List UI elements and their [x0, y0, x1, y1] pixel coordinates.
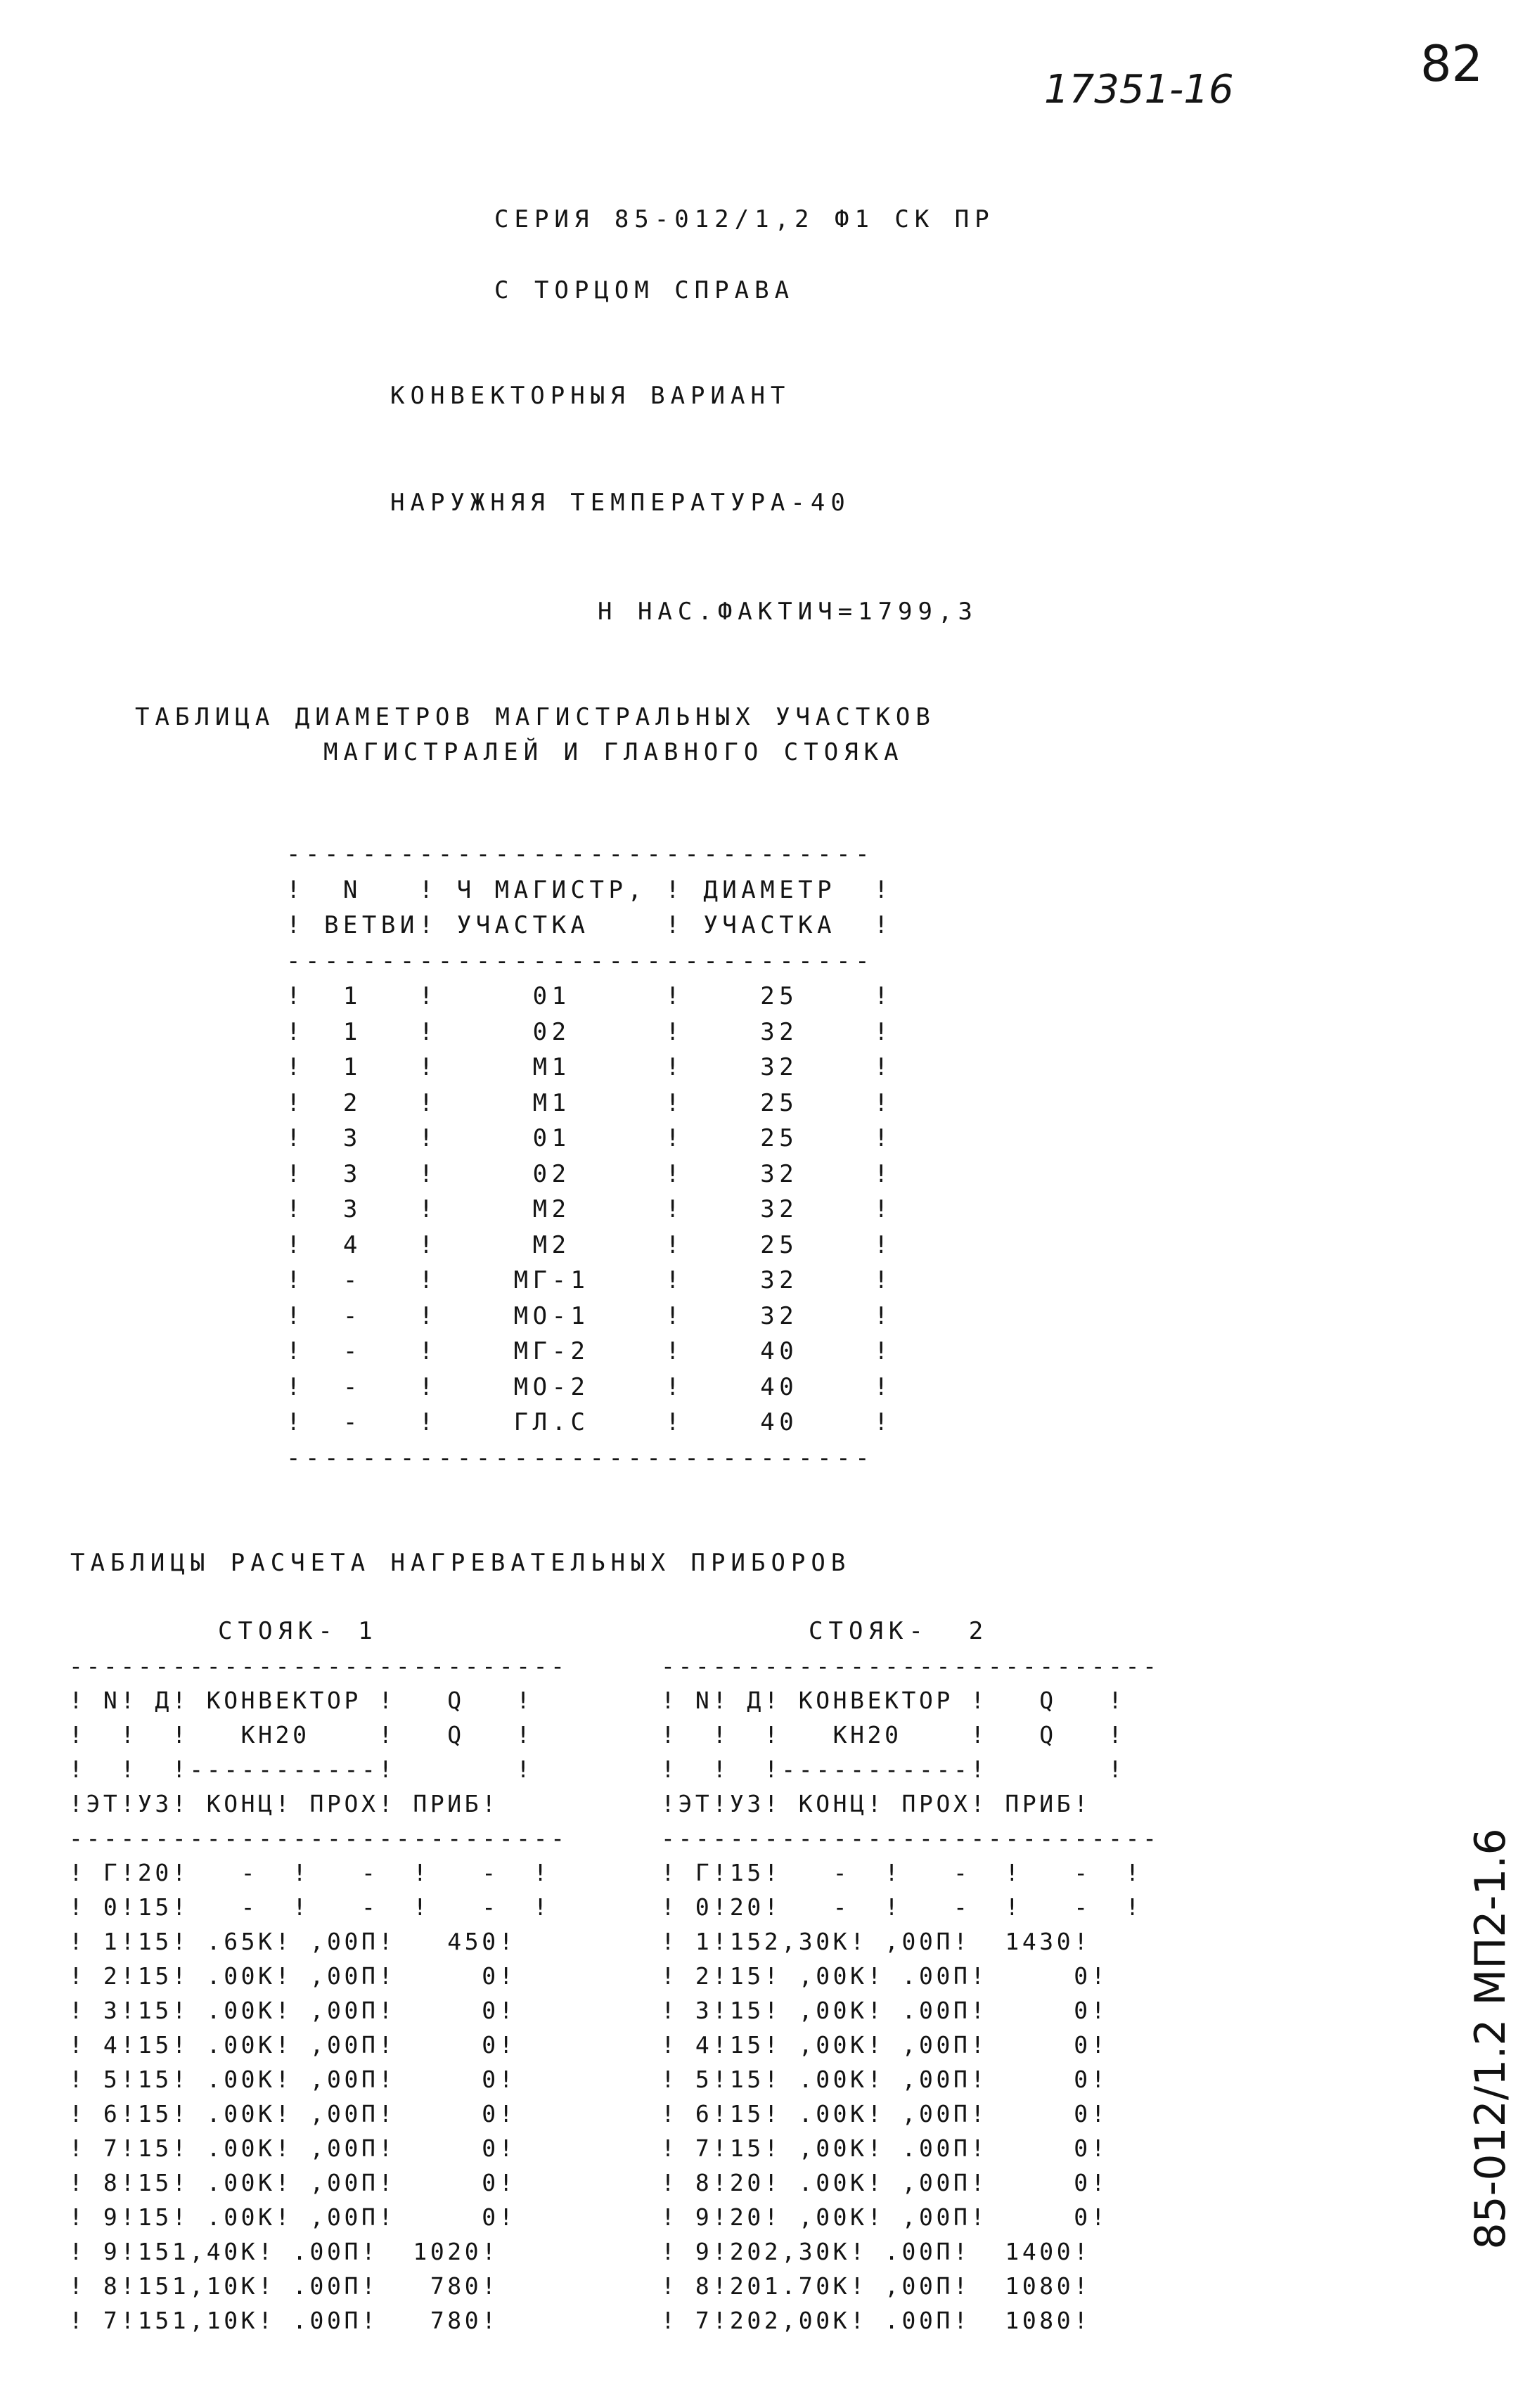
- table-row: ! 2 ! М1 ! 25 !: [286, 1088, 894, 1117]
- table-row: ! 7!15! ,00К! .00П! 0!: [661, 2135, 1109, 2162]
- table-row: ! 3 ! 02 ! 32 !: [286, 1159, 894, 1188]
- table-row: ! 9!151,40К! .00П! 1020!: [69, 2238, 499, 2265]
- riser2-table: [661, 1649, 1160, 2338]
- table-row: ! 7!151,10К! .00П! 780!: [69, 2307, 499, 2334]
- table-rule: -----------------------------: [69, 1652, 568, 1680]
- table-row: ! 3 ! 01 ! 25 !: [286, 1124, 894, 1152]
- table-rule: -------------------------------: [286, 1443, 875, 1472]
- table-row: ! - ! ГЛ.С ! 40 !: [286, 1408, 894, 1436]
- table-row: ! 4!15! ,00К! ,00П! 0!: [661, 2031, 1109, 2059]
- table-row: ! 2!15! .00К! ,00П! 0!: [69, 1962, 517, 1990]
- saturation-height-line: Н НАС.ФАКТИЧ=1799,3: [598, 598, 978, 626]
- table-row: ! 4!15! .00К! ,00П! 0!: [69, 2031, 517, 2059]
- table-row: ! ! !-----------! !: [661, 1756, 1126, 1783]
- table-row: !ЭТ!УЗ! КОНЦ! ПРОХ! ПРИБ!: [69, 1790, 499, 1817]
- table-rule: -------------------------------: [286, 840, 875, 868]
- table-row: ! 5!15! .00К! ,00П! 0!: [661, 2066, 1109, 2093]
- table-row: ! 8!201.70К! ,00П! 1080!: [661, 2272, 1091, 2300]
- side-stamp: 85-012/1.2 МП2-1.6: [1466, 1828, 1515, 2250]
- table-rule: -------------------------------: [286, 946, 875, 975]
- diameter-table-title-line2: МАГИСТРАЛЕЙ И ГЛАВНОГО СТОЯКА: [323, 738, 904, 766]
- end-orientation-line: С ТОРЦОМ СПРАВА: [494, 276, 795, 304]
- document-number: 17351-16: [1044, 67, 1234, 112]
- table-row: ! 6!15! .00К! ,00П! 0!: [661, 2100, 1109, 2127]
- table-row: ! 3!15! ,00К! .00П! 0!: [661, 1997, 1109, 2024]
- table-row: ! 8!15! .00К! ,00П! 0!: [69, 2169, 517, 2196]
- table-row: ! 9!202,30К! .00П! 1400!: [661, 2238, 1091, 2265]
- table-row: ! ! ! КН20 ! Q !: [69, 1721, 534, 1749]
- table-rule: -----------------------------: [661, 1824, 1160, 1852]
- table-row: ! - ! МО-2 ! 40 !: [286, 1372, 894, 1401]
- table-row: ! 1 ! М1 ! 32 !: [286, 1053, 894, 1081]
- table-row: ! N ! Ч МАГИСТР, ! ДИАМЕТР !: [286, 875, 894, 904]
- table-rule: -----------------------------: [69, 1824, 568, 1852]
- riser2-title: СТОЯК- 2: [809, 1617, 989, 1645]
- diameter-table-title-line1: ТАБЛИЦА ДИАМЕТРОВ МАГИСТРАЛЬНЫХ УЧАСТКОВ: [135, 703, 936, 731]
- riser1-table: [69, 1649, 568, 2338]
- table-row: ! - ! МГ-2 ! 40 !: [286, 1337, 894, 1365]
- table-row: ! 2!15! ,00К! .00П! 0!: [661, 1962, 1109, 1990]
- table-row: ! N! Д! КОНВЕКТОР ! Q !: [69, 1687, 534, 1714]
- table-rule: -----------------------------: [661, 1652, 1160, 1680]
- table-row: ! ! ! КН20 ! Q !: [661, 1721, 1126, 1749]
- table-row: ! 0!15! - ! - ! - !: [69, 1893, 551, 1921]
- riser1-title: СТОЯК- 1: [218, 1617, 378, 1645]
- table-row: ! 6!15! .00К! ,00П! 0!: [69, 2100, 517, 2127]
- table-row: ! - ! МО-1 ! 32 !: [286, 1301, 894, 1330]
- table-row: ! 1 ! 01 ! 25 !: [286, 982, 894, 1010]
- table-row: ! 4 ! М2 ! 25 !: [286, 1230, 894, 1259]
- series-line: СЕРИЯ 85-012/1,2 Ф1 СК ПР: [494, 205, 995, 233]
- variant-line: КОНВЕКТОРНЫЯ ВАРИАНТ: [390, 382, 791, 410]
- table-row: ! 7!15! .00К! ,00П! 0!: [69, 2135, 517, 2162]
- table-row: ! 1!152,30К! ,00П! 1430!: [661, 1928, 1091, 1955]
- page-number: 82: [1420, 35, 1484, 93]
- table-row: ! 7!202,00К! .00П! 1080!: [661, 2307, 1091, 2334]
- table-row: ! 9!15! .00К! ,00П! 0!: [69, 2203, 517, 2231]
- table-row: ! ! !-----------! !: [69, 1756, 534, 1783]
- table-row: ! 9!20! ,00К! ,00П! 0!: [661, 2203, 1109, 2231]
- table-row: ! 8!20! .00К! ,00П! 0!: [661, 2169, 1109, 2196]
- table-row: ! 1!15! .65К! ,00П! 450!: [69, 1928, 517, 1955]
- table-row: ! 0!20! - ! - ! - !: [661, 1893, 1143, 1921]
- table-row: ! 1 ! 02 ! 32 !: [286, 1017, 894, 1046]
- table-row: ! ВЕТВИ! УЧАСТКА ! УЧАСТКА !: [286, 911, 894, 939]
- table-row: ! - ! МГ-1 ! 32 !: [286, 1266, 894, 1294]
- table-row: ! 5!15! .00К! ,00П! 0!: [69, 2066, 517, 2093]
- table-row: ! 3 ! М2 ! 32 !: [286, 1195, 894, 1223]
- diameter-table: [286, 837, 893, 1476]
- table-row: ! 3!15! .00К! ,00П! 0!: [69, 1997, 517, 2024]
- table-row: !ЭТ!УЗ! КОНЦ! ПРОХ! ПРИБ!: [661, 1790, 1091, 1817]
- table-row: ! Г!15! - ! - ! - !: [661, 1859, 1143, 1886]
- outdoor-temperature-line: НАРУЖНЯЯ ТЕМПЕРАТУРА-40: [390, 489, 851, 517]
- table-row: ! N! Д! КОНВЕКТОР ! Q !: [661, 1687, 1126, 1714]
- table-row: ! 8!151,10К! .00П! 780!: [69, 2272, 499, 2300]
- calc-tables-title: ТАБЛИЦЫ РАСЧЕТА НАГРЕВАТЕЛЬНЫХ ПРИБОРОВ: [70, 1549, 851, 1577]
- table-row: ! Г!20! - ! - ! - !: [69, 1859, 551, 1886]
